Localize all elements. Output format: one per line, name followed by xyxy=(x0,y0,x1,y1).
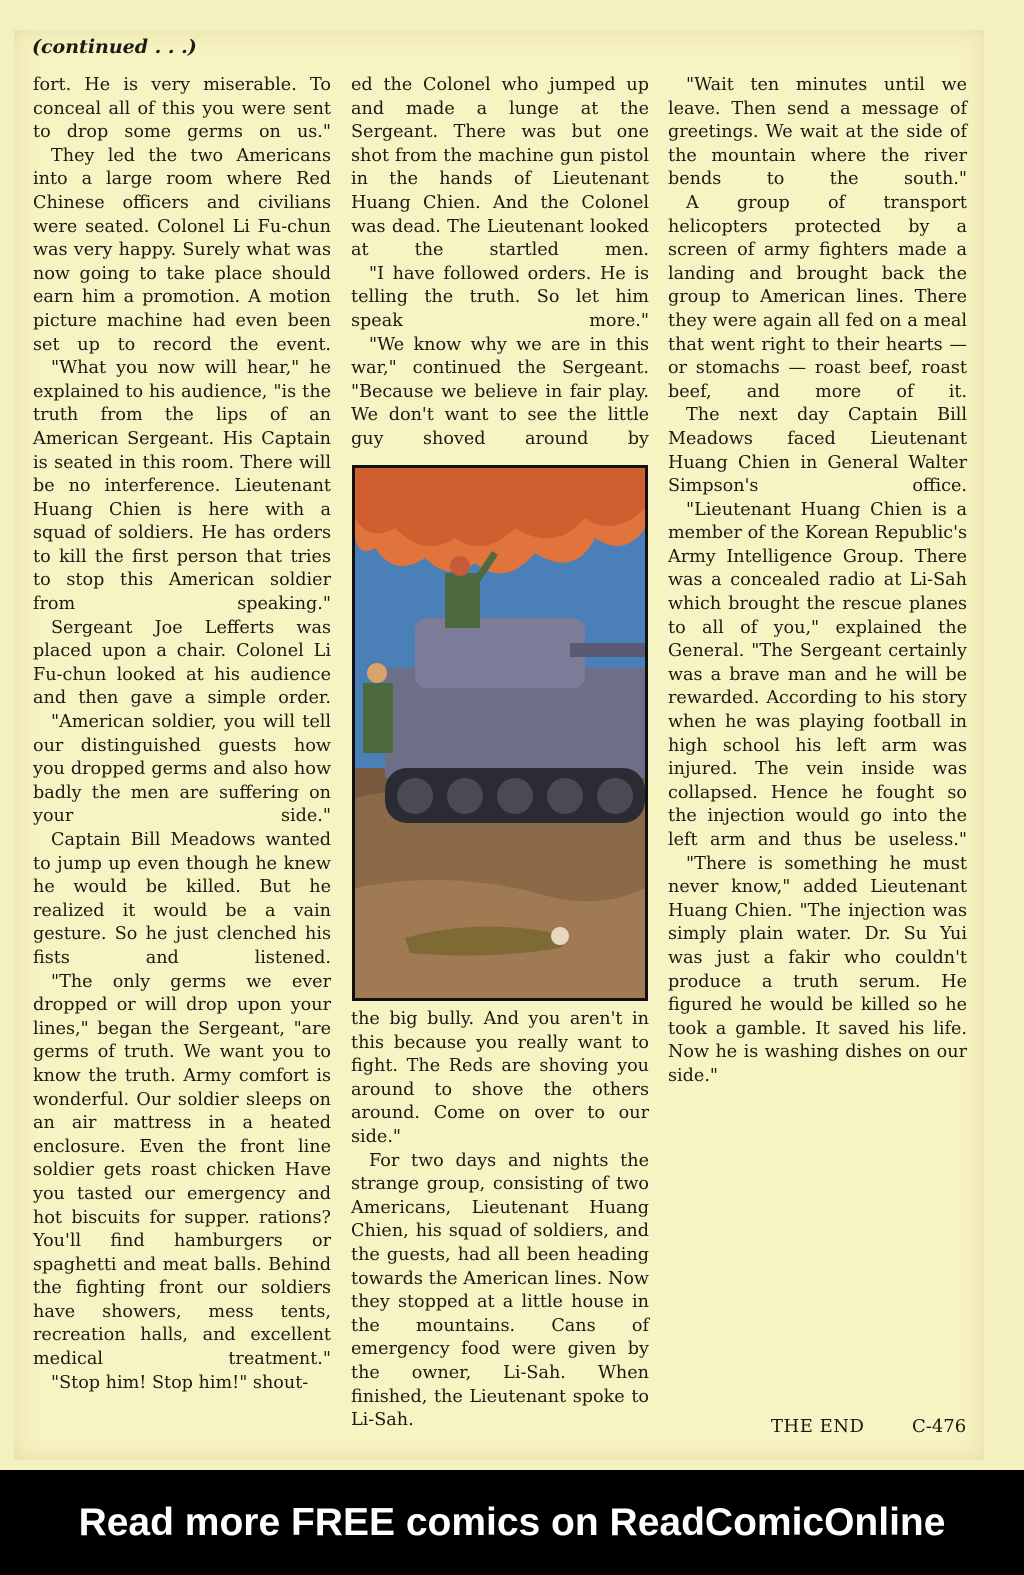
promo-banner[interactable] xyxy=(0,1470,1024,1575)
tank-turret xyxy=(415,618,585,688)
paragraph: "There is something he must never know," added Lieutenant Huang Chien. "The injection was simply plain water. Dr. Su Yui was just a fakir who couldn't produce a truth serum. He figured he would be killed so he took a gamble. It saved his life. Now he is washing dishes on our side." xyxy=(668,853,967,1086)
soldier-sitting xyxy=(363,683,393,753)
tank-scene-illustration xyxy=(355,468,645,998)
paragraph: Sergeant Joe Lefferts was placed upon a chair. Colonel Li Fu-chun looked at his audience and then gave a simple order. xyxy=(33,617,331,709)
paragraph: "Wait ten minutes until we leave. Then send a message of greetings. We wait at the side of the mountain where the river bends to the south." xyxy=(668,75,967,190)
tank-gun xyxy=(570,643,645,657)
paragraph: "The only germs we ever dropped or will drop upon your lines," began the Sergeant, "are germs of truth. We want you to know the truth. Army comfort is wonderful. Our soldier sleeps on an air mattress in a heated enclosure. Even the front line soldier gets roast chicken Have you tasted our emergency and hot biscuits for supper. rations? You'll find hamburgers or spaghetti and meat balls. Behind the fighting front our soldiers have showers, mess tents, recreation halls, and excellent medical treatment." xyxy=(33,971,331,1370)
comic-panel-tank xyxy=(352,465,648,1001)
paragraph: A group of transport helicopters protected by a screen of army fighters made a landing and brought back the group to American lines. There they were again all fed on a meal that went right to their hearts — or stomachs — roast beef, roast beef, and more of it. xyxy=(668,192,967,402)
text-column-3 xyxy=(668,74,967,1089)
text-column-2-bottom xyxy=(351,1008,649,1433)
paragraph: Captain Bill Meadows wanted to jump up even though he knew he would be killed. But he realized it would be a vain gesture. So he just clenched his fists and listened. xyxy=(33,830,331,968)
continued-label: (continued . . .) xyxy=(32,36,197,58)
paragraph: They led the two Americans into a large room where Red Chinese officers and civilians were seated. Colonel Li Fu-chun was very happy. Surely what was now going to take place should earn him a promotion. A motion picture machine had even been set up to record the event. xyxy=(33,145,331,355)
paragraph: For two days and nights the strange group, consisting of two Americans, Lieutenant Huang Chien, his squad of soldiers, and the guests, had all been heading towards the American lines. Now they stopped at a little house in the mountains. Cans of emergency food were given by the owner, Li-Sah. When finished, the Lieutenant spoke to Li-Sah. xyxy=(351,1150,649,1431)
paragraph: "I have followed orders. He is telling the truth. So let him speak more." xyxy=(351,263,649,331)
paragraph: "What you now will hear," he explained to his audience, "is the truth from the lips of an American Sergeant. His Captain is seated in this room. There will be no interference. Lieutenant Huang Chien is here with a squad of soldiers. He has orders to kill the first person that tries to stop this American soldier from speaking." xyxy=(33,358,331,615)
paragraph: The next day Captain Bill Meadows faced Lieutenant Huang Chien in General Walter Simpson's office. xyxy=(668,405,967,497)
paragraph: "Lieutenant Huang Chien is a member of the Korean Republic's Army Intelligence Group. There was a concealed radio at Li-Sah which brought the rescue planes to all of you," explained the General. "The Sergeant certainly was a brave man and he will be rewarded. According to his story when he was playing football in high school his left arm was injured. The vein inside was collapsed. Hence he fought so the injection would go into the left arm and thus be useless." xyxy=(668,499,967,850)
paragraph: "We know why we are in this war," continued the Sergeant. "Because we believe in fair play. We don't want to see the little guy shoved around by xyxy=(351,334,649,449)
soldier-head xyxy=(450,556,470,576)
text-column-1 xyxy=(33,74,331,1395)
paragraph: "Stop him! Stop him!" shout- xyxy=(51,1372,309,1393)
story-code: C-476 xyxy=(912,1416,967,1437)
promo-banner-text[interactable]: Read more FREE comics on ReadComicOnline xyxy=(78,1500,946,1544)
the-end-label: THE END xyxy=(771,1416,865,1437)
text-column-2-top xyxy=(351,74,649,452)
paragraph: "American soldier, you will tell our distinguished guests how you dropped germs and also how badly the men are suffering on your side." xyxy=(33,712,331,827)
paragraph: fort. He is very miserable. To conceal all of this you were sent to drop some germs on us." xyxy=(33,75,331,143)
paragraph: the big bully. And you aren't in this because you really want to fight. The Reds are shoving you around to shove the others around. Come on over to our side." xyxy=(351,1009,649,1147)
paragraph: ed the Colonel who jumped up and made a lunge at the Sergeant. There was but one shot from the machine gun pistol in the hands of Lieutenant Huang Chien. And the Colonel was dead. The Lieutenant looked at the startled men. xyxy=(351,75,649,261)
